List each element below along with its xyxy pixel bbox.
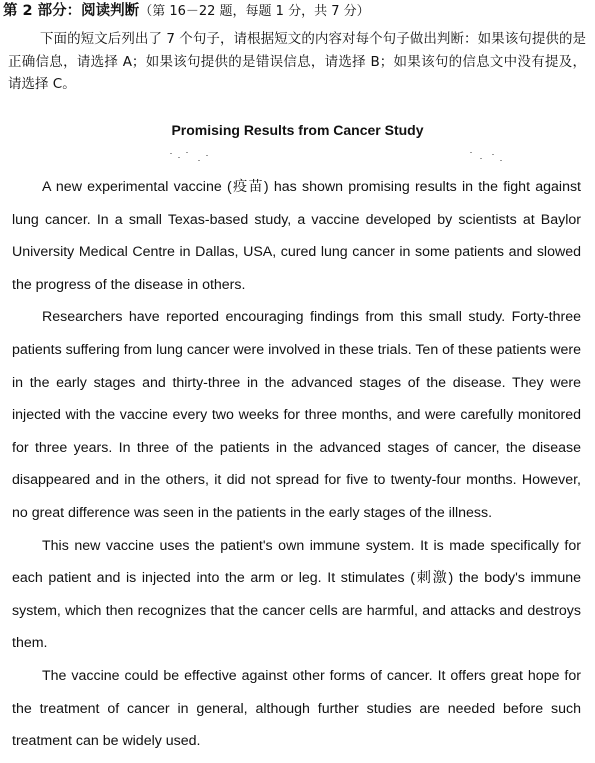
passage-paragraph: This new vaccine uses the patient's own immune system. It is made specifically for each patient and is injected into the arm or leg. It stimulates (刺激) the body's immune system, which then recognizes that the cancer cells are harmful, and attacks and destroys them. [12, 537, 581, 652]
section-heading-note: （第 16－22 题，每题 1 分，共 7 分） [139, 4, 370, 19]
section-heading-title: 第 2 部分：阅读判断 [3, 3, 140, 19]
passage-body [12, 171, 581, 758]
passage-paragraph: The vaccine could be effective against other forms of cancer. It offers great hope for the treatment of cancer in general, although further studies are needed before such treatment can be widely used. [12, 667, 581, 750]
passage-title: Promising Results from Cancer Study [171, 122, 424, 138]
passage-paragraph: A new experimental vaccine (疫苗) has shown promising results in the fight against lung cancer. In a small Texas-based study, a vaccine developed by scientists at Baylor University Medical Centre in Dallas, USA, cured lung cancer in some patients and slowed the progress of the disease in others. [12, 179, 581, 293]
section-heading [3, 1, 593, 22]
section-instructions: 下面的短文后列出了 7 个句子，请根据短文的内容对每个句子做出判断：如果该句提供的是正确信息，请选择 A；如果该句提供的是错误信息，请选择 B；如果该句的信息文中没有提及，请选择 C。 [8, 31, 586, 92]
passage-paragraph: Researchers have reported encouraging findings from this small study. Forty-three patients suffering from lung cancer were involved in these trials. Ten of these patients were in the early stages and thirty-three in the advanced stages of the disease. They were injected with the vaccine every two weeks for three months, and were carefully monitored for three years. In three of the patients in the advanced stages of cancer, the disease disappeared and in the others, it did not spread for five to twenty-four months. However, no great difference was seen in the patients in the early stages of the illness. [12, 309, 581, 521]
